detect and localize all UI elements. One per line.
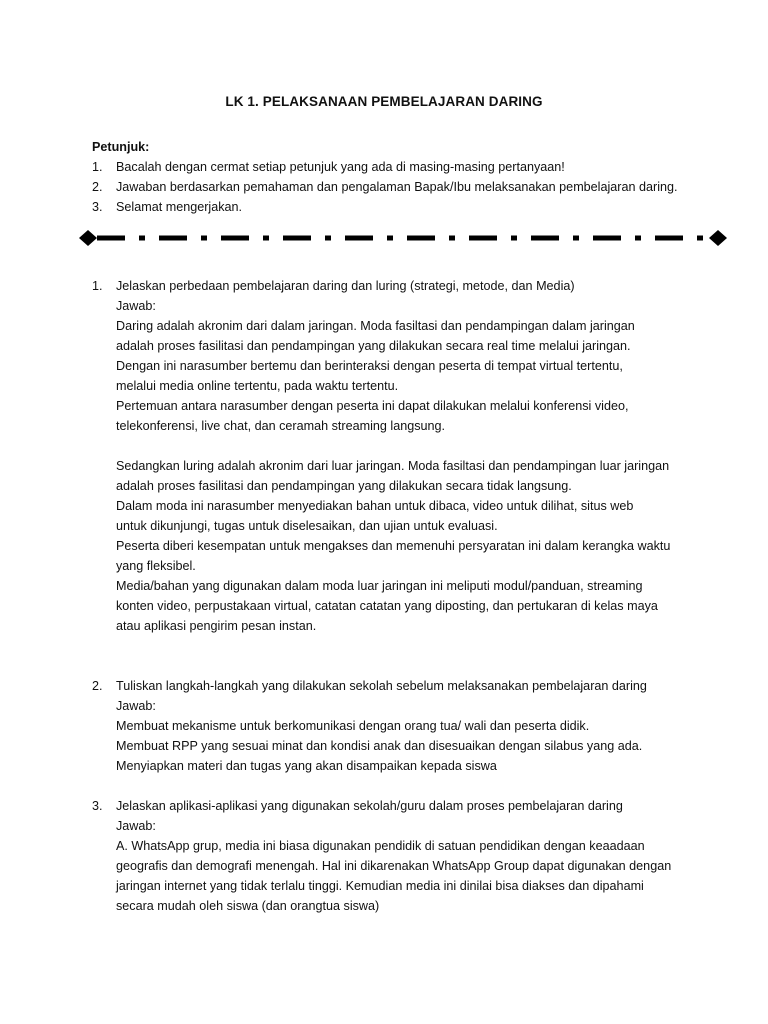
instructions-heading: Petunjuk: [92, 140, 150, 154]
answer-line: Menyiapkan materi dan tugas yang akan disampaikan kepada siswa [116, 759, 497, 773]
answer-line: secara mudah oleh siswa (dan orangtua siswa) [116, 899, 380, 913]
instruction-number: 1. [92, 160, 103, 174]
divider-diamond-left [79, 230, 97, 246]
question-number: 3. [92, 799, 103, 813]
instruction-item [92, 197, 678, 217]
answer-line: yang fleksibel. [116, 559, 196, 573]
question-item [92, 276, 671, 636]
answer-line: untuk dikunjungi, tugas untuk diselesaikan, dan ujian untuk evaluasi. [116, 519, 498, 533]
answer-line: konten video, perpustakaan virtual, catatan catatan yang diposting, dan pertukaran di kelas maya [116, 599, 658, 613]
answer-line: Sedangkan luring adalah akronim dari luar jaringan. Moda fasiltasi dan pendampingan luar jaringan [116, 459, 670, 473]
answer-line: telekonferensi, live chat, dan ceramah streaming langsung. [116, 419, 446, 433]
answer-line: adalah proses fasilitasi dan pendampingan yang dilakukan secara real time melalui jaringan. [116, 339, 631, 353]
answer-line: Dalam moda ini narasumber menyediakan bahan untuk dibaca, video untuk dilihat, situs web [116, 499, 634, 513]
question-text: Jelaskan perbedaan pembelajaran daring dan luring (strategi, metode, dan Media) [116, 279, 575, 293]
instructions-section [92, 137, 678, 217]
instruction-number: 3. [92, 200, 103, 214]
instruction-text: Jawaban berdasarkan pemahaman dan pengalaman Bapak/Ibu melaksanakan pembelajaran daring. [116, 180, 678, 194]
answer-line: melalui media online tertentu, pada waktu tertentu. [116, 379, 399, 393]
question-number: 1. [92, 279, 103, 293]
answer-line: Membuat RPP yang sesuai minat dan kondisi anak dan disesuaikan dengan silabus yang ada. [116, 739, 643, 753]
instruction-item [92, 177, 678, 197]
questions-section [92, 276, 671, 916]
instruction-item [92, 157, 678, 177]
answer-line: jaringan internet yang tidak terlalu tinggi. Kemudian media ini dinilai bisa diakses dan dipahami [116, 879, 644, 893]
answer-line: geografis dan demografi menengah. Hal ini dikarenakan WhatsApp Group dapat digunakan dengan [116, 859, 672, 873]
dash-dot-divider [78, 226, 728, 250]
instruction-number: 2. [92, 180, 103, 194]
answer-line: atau aplikasi pengirim pesan instan. [116, 619, 317, 633]
answer-label: Jawab: [116, 819, 156, 833]
answer-line [116, 436, 671, 456]
document-title: LK 1. PELAKSANAAN PEMBELAJARAN DARING [225, 94, 543, 109]
answer-line: Daring adalah akronim dari dalam jaringan. Moda fasiltasi dan pendampingan dalam jaringan [116, 319, 635, 333]
question-text: Jelaskan aplikasi-aplikasi yang digunakan sekolah/guru dalam proses pembelajaran daring [116, 799, 623, 813]
answer-line: Pertemuan antara narasumber dengan peserta ini dapat dilakukan melalui konferensi video, [116, 399, 629, 413]
divider-diamond-right [709, 230, 727, 246]
answer-line: Peserta diberi kesempatan untuk mengakses dan memenuhi persyaratan ini dalam kerangka waktu [116, 539, 671, 553]
instruction-text: Selamat mengerjakan. [116, 200, 243, 214]
question-item [92, 676, 671, 776]
answer-line: A. WhatsApp grup, media ini biasa digunakan pendidik di satuan pendidikan dengan keaadaan [116, 839, 645, 853]
instruction-text: Bacalah dengan cermat setiap petunjuk yang ada di masing-masing pertanyaan! [116, 160, 565, 174]
answer-line: Membuat mekanisme untuk berkomunikasi dengan orang tua/ wali dan peserta didik. [116, 719, 590, 733]
question-item [92, 796, 671, 916]
question-number: 2. [92, 679, 103, 693]
answer-line: Media/bahan yang digunakan dalam moda luar jaringan ini meliputi modul/panduan, streaming [116, 579, 643, 593]
question-text: Tuliskan langkah-langkah yang dilakukan sekolah sebelum melaksanakan pembelajaran daring [116, 679, 647, 693]
answer-line: Dengan ini narasumber bertemu dan berinteraksi dengan peserta di tempat virtual tertentu, [116, 359, 623, 373]
answer-label: Jawab: [116, 299, 156, 313]
answer-line: adalah proses fasilitasi dan pendampingan yang dilakukan secara tidak langsung. [116, 479, 572, 493]
answer-label: Jawab: [116, 699, 156, 713]
